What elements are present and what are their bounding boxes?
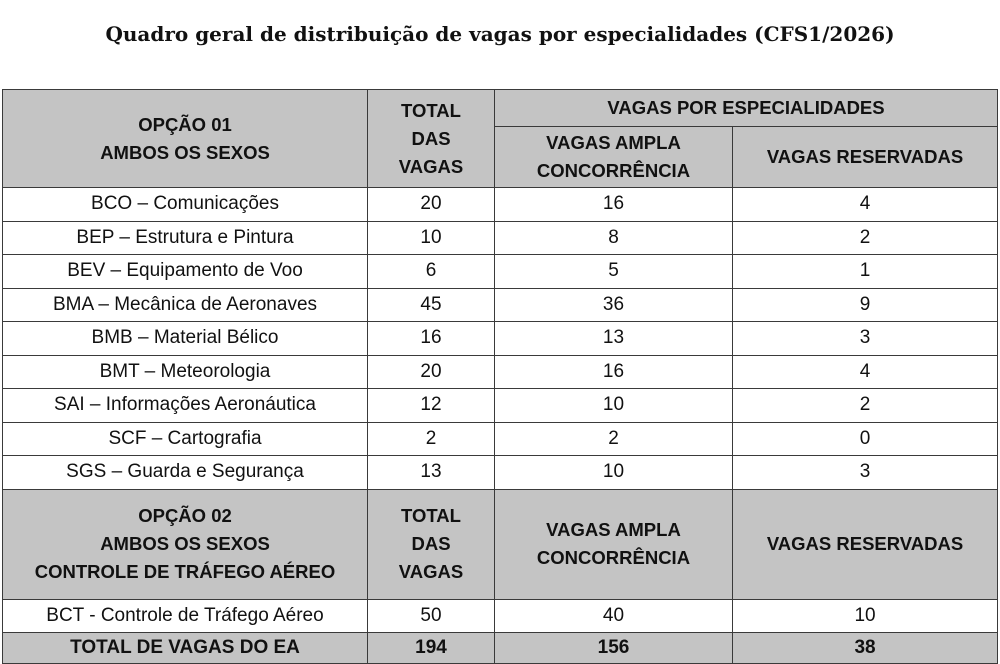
reservadas-cell: 2 [733, 389, 998, 423]
reservadas-cell: 3 [733, 456, 998, 490]
header-option-02-line: OPÇÃO 02 [138, 505, 232, 526]
ampla-cell: 13 [495, 322, 733, 356]
header-vagas-ampla [495, 127, 733, 188]
header-vagas-por-especialidades: VAGAS POR ESPECIALIDADES [495, 90, 998, 127]
header-option-02-line: AMBOS OS SEXOS [100, 533, 270, 554]
header-row-option-01 [3, 90, 998, 127]
total-cell: 16 [368, 322, 495, 356]
total-cell: 2 [368, 422, 495, 456]
header-option-02 [3, 489, 368, 599]
especialidade-cell: BEV – Equipamento de Voo [3, 255, 368, 289]
table-row [3, 322, 998, 356]
especialidade-cell: BMT – Meteorologia [3, 355, 368, 389]
ampla-cell: 5 [495, 255, 733, 289]
especialidade-cell: BCT - Controle de Tráfego Aéreo [3, 599, 368, 633]
header-option-01 [3, 90, 368, 188]
total-cell: 6 [368, 255, 495, 289]
reservadas-cell: 4 [733, 355, 998, 389]
total-cell: 20 [368, 355, 495, 389]
vacancy-table [2, 89, 998, 664]
total-cell: 20 [368, 188, 495, 222]
reservadas-cell: 10 [733, 599, 998, 633]
table-row [3, 456, 998, 490]
total-row [3, 633, 998, 664]
reservadas-cell: 38 [733, 633, 998, 664]
ampla-cell: 16 [495, 188, 733, 222]
table-row [3, 422, 998, 456]
header-ampla-line: VAGAS AMPLA [546, 132, 681, 153]
especialidade-cell: SAI – Informações Aeronáutica [3, 389, 368, 423]
header-vagas-reservadas: VAGAS RESERVADAS [733, 489, 998, 599]
table-row [3, 221, 998, 255]
especialidade-cell: SGS – Guarda e Segurança [3, 456, 368, 490]
total-cell: 10 [368, 221, 495, 255]
page-title: Quadro geral de distribuição de vagas por especialidades (CFS1/2026) [105, 22, 895, 46]
reservadas-cell: 1 [733, 255, 998, 289]
especialidade-cell: BEP – Estrutura e Pintura [3, 221, 368, 255]
header-option-01-line: AMBOS OS SEXOS [100, 141, 270, 163]
especialidade-cell: BMA – Mecânica de Aeronaves [3, 288, 368, 322]
total-cell: 50 [368, 599, 495, 633]
header-ampla-line: CONCORRÊNCIA [536, 160, 691, 181]
table-row [3, 188, 998, 222]
header-total-line: VAGAS [398, 155, 464, 177]
header-total-line: TOTAL [401, 505, 461, 526]
ampla-cell: 40 [495, 599, 733, 633]
header-vagas-ampla [495, 489, 733, 599]
table-row [3, 389, 998, 423]
total-cell: 13 [368, 456, 495, 490]
ampla-cell: 16 [495, 355, 733, 389]
table-row [3, 288, 998, 322]
header-total-vagas [368, 90, 495, 188]
ampla-cell: 10 [495, 456, 733, 490]
ampla-cell: 36 [495, 288, 733, 322]
ampla-cell: 10 [495, 389, 733, 423]
reservadas-cell: 3 [733, 322, 998, 356]
table-row [3, 255, 998, 289]
header-total-vagas [368, 489, 495, 599]
table-row [3, 355, 998, 389]
header-option-01-line: OPÇÃO 01 [138, 113, 232, 135]
especialidade-cell: SCF – Cartografia [3, 422, 368, 456]
header-ampla-line: VAGAS AMPLA [546, 519, 681, 540]
reservadas-cell: 9 [733, 288, 998, 322]
total-cell: 194 [368, 633, 495, 664]
header-total-line: VAGAS [398, 561, 464, 582]
header-total-line: DAS [411, 533, 451, 554]
header-option-02-line: CONTROLE DE TRÁFEGO AÉREO [34, 561, 336, 582]
header-vagas-reservadas: VAGAS RESERVADAS [733, 127, 998, 188]
reservadas-cell: 0 [733, 422, 998, 456]
header-total-line: TOTAL [401, 99, 461, 121]
especialidade-cell: BCO – Comunicações [3, 188, 368, 222]
total-label: TOTAL DE VAGAS DO EA [3, 633, 368, 664]
header-total-line: DAS [411, 127, 451, 149]
header-row-option-02 [3, 489, 998, 599]
total-cell: 12 [368, 389, 495, 423]
ampla-cell: 2 [495, 422, 733, 456]
total-cell: 45 [368, 288, 495, 322]
especialidade-cell: BMB – Material Bélico [3, 322, 368, 356]
reservadas-cell: 2 [733, 221, 998, 255]
ampla-cell: 8 [495, 221, 733, 255]
ampla-cell: 156 [495, 633, 733, 664]
header-ampla-line: CONCORRÊNCIA [536, 547, 691, 568]
table-row [3, 599, 998, 633]
reservadas-cell: 4 [733, 188, 998, 222]
